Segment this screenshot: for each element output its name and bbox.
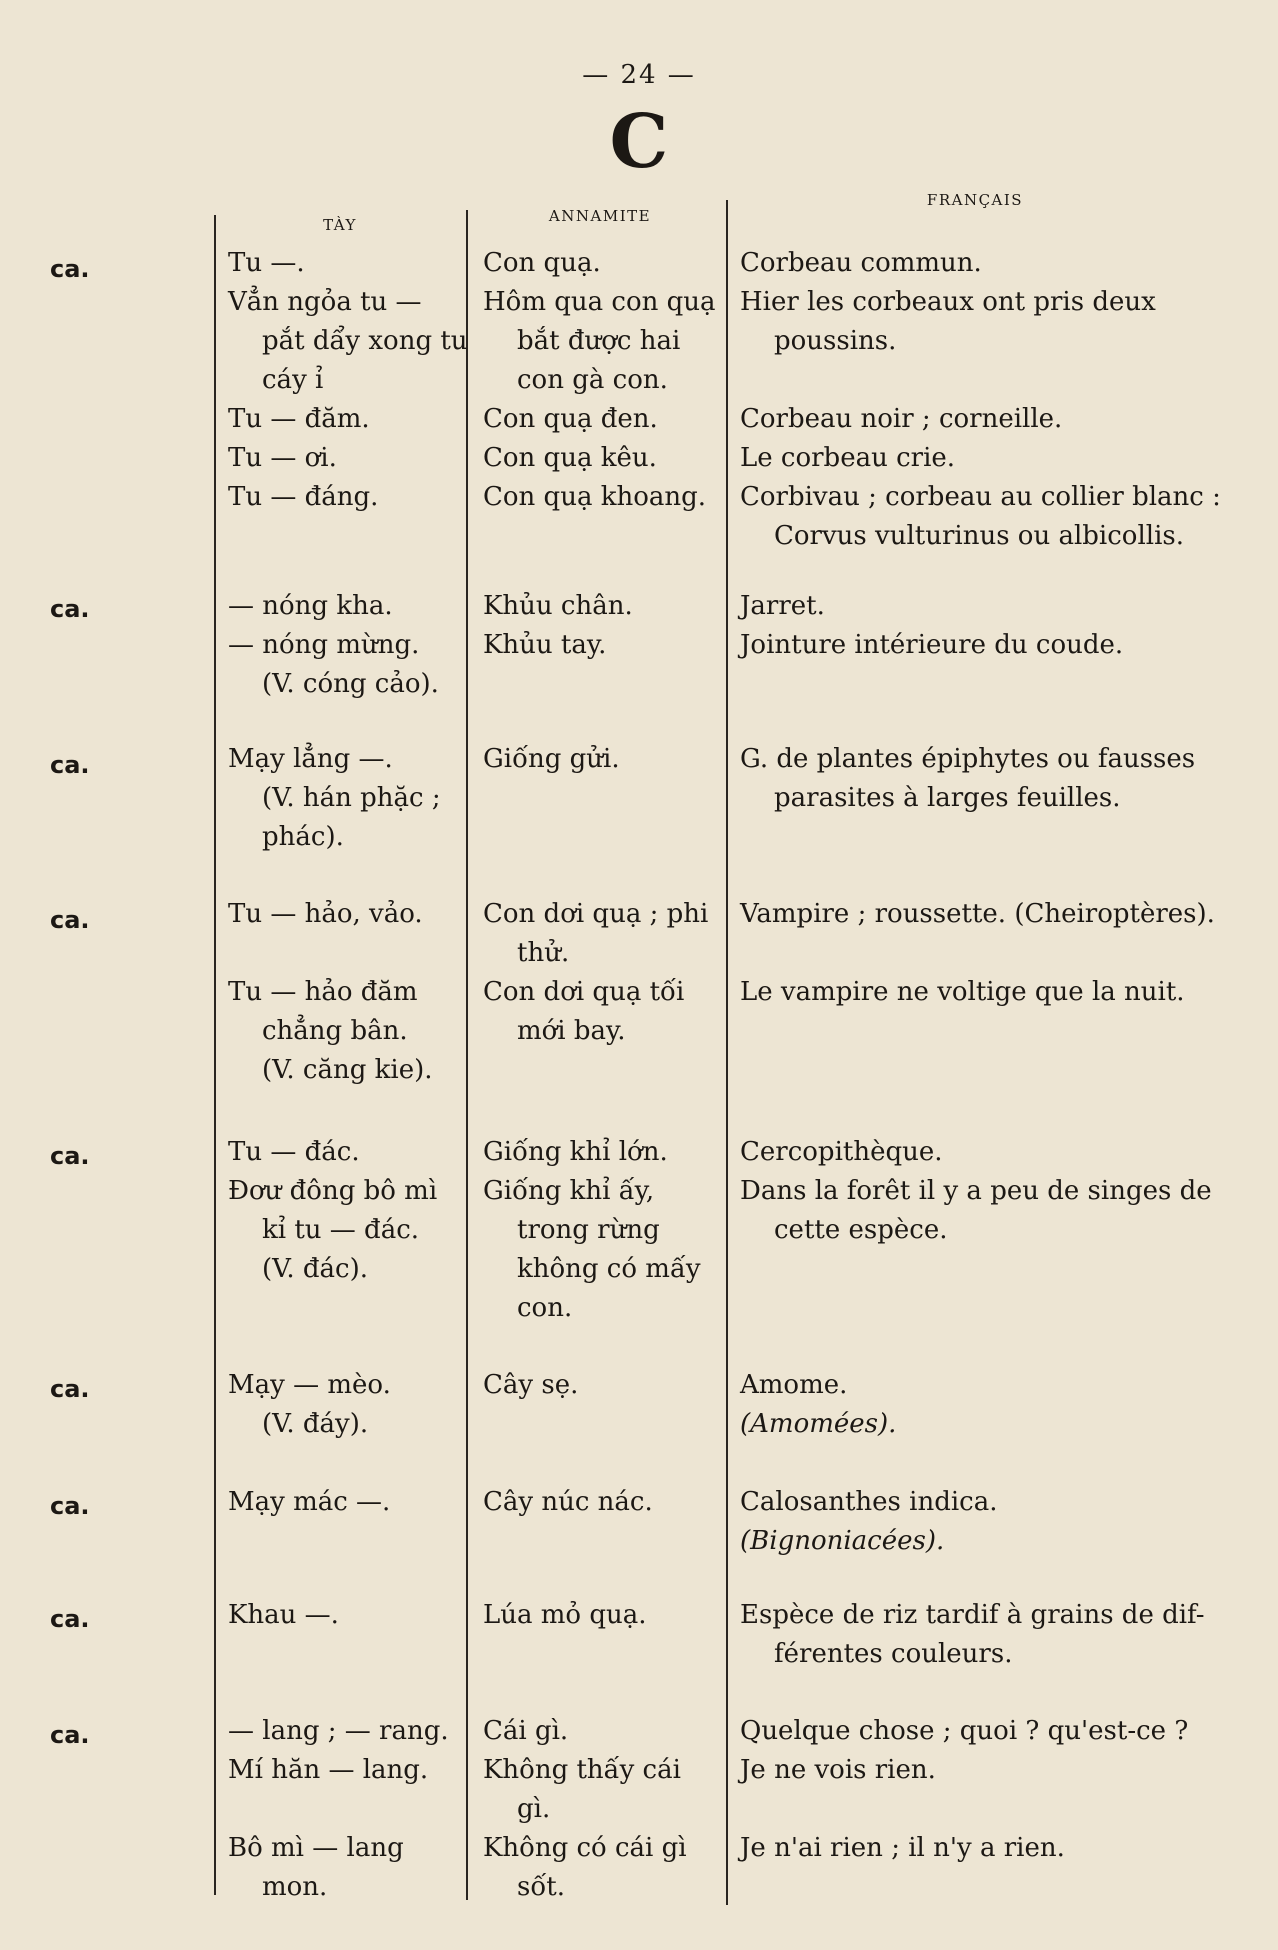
tay-line: (V. hán phặc ; xyxy=(262,783,441,813)
tay-line: (V. căng kie). xyxy=(262,1055,433,1085)
headword: ca. xyxy=(50,1721,90,1749)
francais-line: Hier les corbeaux ont pris deux xyxy=(740,287,1156,317)
tay-cell xyxy=(228,1483,468,1522)
annamite-cell xyxy=(483,740,723,779)
tay-cell xyxy=(228,244,468,517)
francais-line: (Bignoniacées). xyxy=(740,1526,945,1556)
headword: ca. xyxy=(50,906,90,934)
annamite-line: Giống khỉ lớn. xyxy=(483,1137,668,1167)
annamite-line: Lúa mỏ quạ. xyxy=(483,1600,647,1630)
annamite-line: Khủu tay. xyxy=(483,630,607,660)
francais-cell xyxy=(740,244,1220,556)
tay-line: (V. cóng cảo). xyxy=(262,669,439,699)
francais-line: cette espèce. xyxy=(774,1215,948,1245)
annamite-cell xyxy=(483,1712,723,1907)
annamite-line: Con quạ khoang. xyxy=(483,482,707,512)
tay-cell xyxy=(228,895,468,1090)
headword: ca. xyxy=(50,751,90,779)
francais-cell xyxy=(740,1133,1220,1250)
tay-line: Khau —. xyxy=(228,1600,339,1630)
annamite-cell xyxy=(483,895,723,1051)
tay-line: pắt dẩy xong tu xyxy=(262,326,468,356)
tay-line: Tu — đăm. xyxy=(228,404,370,434)
annamite-line: Khủu chân. xyxy=(483,591,633,621)
tay-cell xyxy=(228,587,468,704)
tay-cell xyxy=(228,1596,468,1635)
annamite-cell xyxy=(483,1133,723,1328)
headword: ca. xyxy=(50,1492,90,1520)
francais-line: Dans la forêt il y a peu de singes de xyxy=(740,1176,1212,1206)
tay-line: Bô mì — lang xyxy=(228,1833,404,1863)
annamite-line: Cái gì. xyxy=(483,1716,569,1746)
francais-line: Le corbeau crie. xyxy=(740,443,956,473)
francais-line: Corbivau ; corbeau au collier blanc : xyxy=(740,482,1221,512)
francais-cell xyxy=(740,1366,1220,1444)
francais-line: Le vampire ne voltige que la nuit. xyxy=(740,977,1185,1007)
francais-line xyxy=(740,361,1220,400)
tay-cell xyxy=(228,1366,468,1444)
annamite-line: con gà con. xyxy=(517,365,668,395)
francais-line xyxy=(740,1790,1220,1829)
headword: ca. xyxy=(50,255,90,283)
tay-line: Tu — hảo đăm xyxy=(228,977,418,1007)
francais-line xyxy=(740,934,1220,973)
tay-line: Tu — hảo, vảo. xyxy=(228,899,423,929)
francais-line: Je ne vois rien. xyxy=(740,1755,936,1785)
tay-line: Mạy — mèo. xyxy=(228,1370,391,1400)
tay-line: cáy ỉ xyxy=(262,365,324,395)
annamite-line: Con dơi quạ tối xyxy=(483,977,685,1007)
annamite-line: bắt được hai xyxy=(517,326,681,356)
annamite-line: mới bay. xyxy=(517,1016,626,1046)
tay-line: chẳng bân. xyxy=(262,1016,408,1046)
francais-cell xyxy=(740,587,1220,665)
francais-line: Jarret. xyxy=(740,591,825,621)
francais-line: Amome. xyxy=(740,1370,848,1400)
tay-line: (V. đác). xyxy=(262,1254,369,1284)
headword: ca. xyxy=(50,1605,90,1633)
tay-line: Vẳn ngỏa tu — xyxy=(228,287,422,317)
francais-line: Espèce de riz tardif à grains de dif- xyxy=(740,1600,1205,1630)
annamite-line: Giống gửi. xyxy=(483,744,620,774)
column-header-tay: TÀY xyxy=(323,216,357,234)
francais-line: Corbeau noir ; corneille. xyxy=(740,404,1063,434)
tay-line: mon. xyxy=(262,1872,328,1902)
column-header-annamite: ANNAMITE xyxy=(548,207,652,225)
annamite-line: Con quạ đen. xyxy=(483,404,658,434)
page-number: — 24 — xyxy=(582,60,696,90)
tay-line: — nóng kha. xyxy=(228,591,393,621)
francais-line: Jointure intérieure du coude. xyxy=(740,630,1124,660)
annamite-line: Giống khỉ ấy, xyxy=(483,1176,655,1206)
tay-line: phác). xyxy=(262,822,344,852)
annamite-line: Hôm qua con quạ xyxy=(483,287,716,317)
column-header-francais: FRANÇAIS xyxy=(926,191,1024,209)
annamite-line: không có mấy xyxy=(517,1254,701,1284)
tay-line xyxy=(228,934,468,973)
francais-line: Vampire ; roussette. (Cheiroptères). xyxy=(740,899,1215,929)
francais-cell xyxy=(740,1712,1220,1868)
francais-line: G. de plantes épiphytes ou fausses xyxy=(740,744,1196,774)
tay-line: — lang ; — rang. xyxy=(228,1716,449,1746)
francais-cell xyxy=(740,895,1220,1012)
tay-line: kỉ tu — đác. xyxy=(262,1215,420,1245)
annamite-cell xyxy=(483,1483,723,1522)
francais-line: Corbeau commun. xyxy=(740,248,982,278)
annamite-line: Cây núc nác. xyxy=(483,1487,653,1517)
tay-line xyxy=(228,1790,468,1829)
francais-line: (Amomées). xyxy=(740,1409,897,1439)
annamite-line: gì. xyxy=(517,1794,551,1824)
tay-line: Mí hăn — lang. xyxy=(228,1755,429,1785)
tay-cell xyxy=(228,1133,468,1289)
tay-line: Đơư đông bô mì xyxy=(228,1176,438,1206)
annamite-line: thử. xyxy=(517,938,570,968)
tay-line: Tu — đác. xyxy=(228,1137,360,1167)
francais-line: férentes couleurs. xyxy=(774,1639,1013,1669)
annamite-line: Con dơi quạ ; phi xyxy=(483,899,709,929)
tay-line: Tu — đáng. xyxy=(228,482,379,512)
francais-line: Quelque chose ; quoi ? qu'est-ce ? xyxy=(740,1716,1189,1746)
annamite-cell xyxy=(483,1596,723,1635)
francais-line: Calosanthes indica. xyxy=(740,1487,998,1517)
francais-cell xyxy=(740,740,1220,818)
annamite-line: sốt. xyxy=(517,1872,565,1902)
tay-line: — nóng mừng. xyxy=(228,630,420,660)
tay-line: Mạy lẳng —. xyxy=(228,744,393,774)
annamite-line: Không thấy cái xyxy=(483,1755,681,1785)
tay-line: Mạy mác —. xyxy=(228,1487,391,1517)
annamite-cell xyxy=(483,244,723,517)
annamite-line: Con quạ. xyxy=(483,248,601,278)
tay-line: Tu —. xyxy=(228,248,305,278)
annamite-line: Con quạ kêu. xyxy=(483,443,657,473)
francais-cell xyxy=(740,1483,1220,1561)
tay-cell xyxy=(228,740,468,857)
annamite-line: trong rừng xyxy=(517,1215,660,1245)
francais-line: parasites à larges feuilles. xyxy=(774,783,1121,813)
tay-cell xyxy=(228,1712,468,1907)
francais-line: Corvus vulturinus ou albicollis. xyxy=(774,521,1185,551)
column-divider-3 xyxy=(726,200,728,1905)
francais-line: poussins. xyxy=(774,326,897,356)
tay-line: Tu — ơi. xyxy=(228,443,337,473)
annamite-cell xyxy=(483,587,723,665)
section-letter: C xyxy=(609,99,669,185)
annamite-cell xyxy=(483,1366,723,1405)
headword: ca. xyxy=(50,595,90,623)
annamite-line: con. xyxy=(517,1293,573,1323)
column-divider-1 xyxy=(214,215,216,1895)
tay-line: (V. đáy). xyxy=(262,1409,369,1439)
headword: ca. xyxy=(50,1142,90,1170)
annamite-line: Cây sẹ. xyxy=(483,1370,579,1400)
francais-line: Cercopithèque. xyxy=(740,1137,943,1167)
francais-line: Je n'ai rien ; il n'y a rien. xyxy=(740,1833,1065,1863)
francais-cell xyxy=(740,1596,1220,1674)
headword: ca. xyxy=(50,1375,90,1403)
annamite-line: Không có cái gì xyxy=(483,1833,687,1863)
